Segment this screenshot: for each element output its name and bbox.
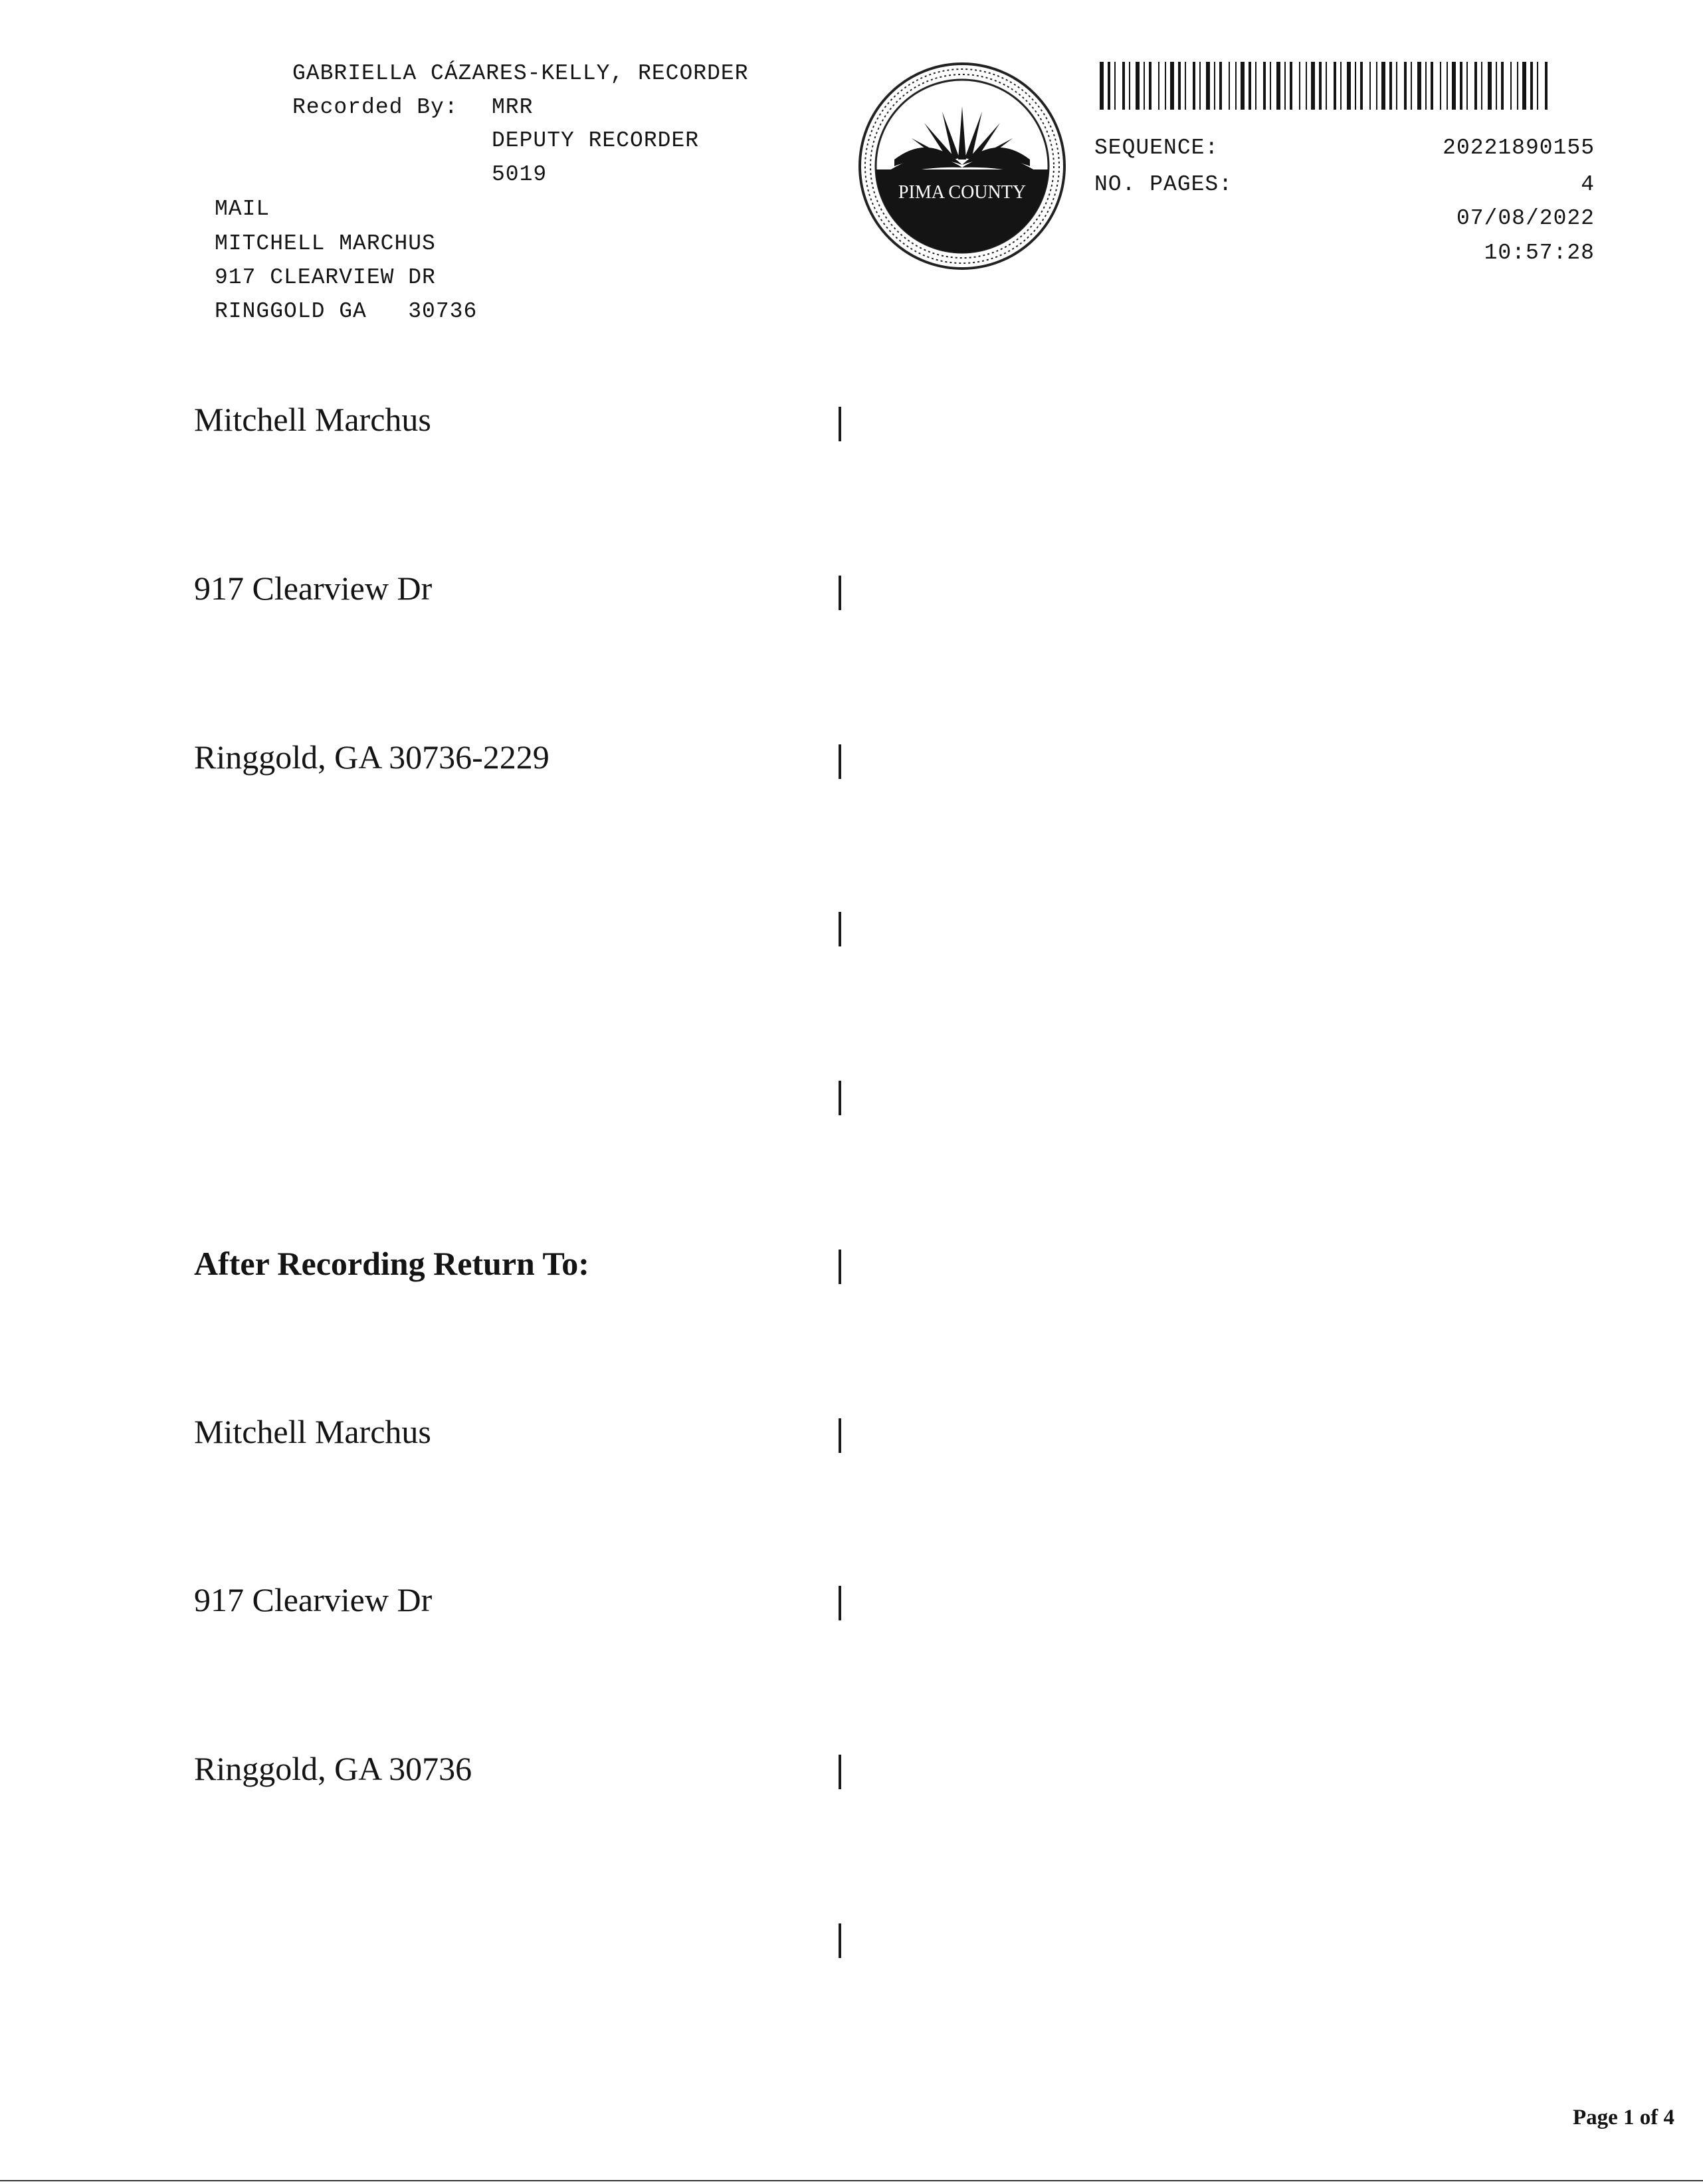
separator-mark [839,744,841,779]
separator-mark [839,1081,841,1115]
mail-city: RINGGOLD GA 30736 [215,299,478,324]
deputy-id: 5019 [492,162,548,187]
sender-street: 917 Clearview Dr [194,570,433,607]
recorded-by-label: Recorded By: [292,95,458,120]
seal-label: PIMA COUNTY [898,182,1027,203]
separator-mark [839,1586,841,1620]
separator-mark [839,1418,841,1453]
separator-mark [839,1250,841,1284]
return-street: 917 Clearview Dr [194,1581,433,1618]
pages-label: NO. PAGES: [1094,172,1233,197]
recorded-by-value: MRR [492,95,534,120]
sequence-value: 20221890155 [1443,136,1595,160]
recorder-name: GABRIELLA CÁZARES-KELLY, RECORDER [292,61,749,86]
sender-city: Ringgold, GA 30736-2229 [194,738,550,776]
return-heading: After Recording Return To: [194,1245,589,1282]
return-city: Ringgold, GA 30736 [194,1750,472,1787]
page-number: Page 1 of 4 [1572,2106,1674,2129]
separator-mark [839,912,841,946]
separator-mark [839,1755,841,1789]
barcode-icon [1100,62,1552,113]
sender-name: Mitchell Marchus [194,401,431,438]
pages-value: 4 [1581,172,1595,197]
pima-county-seal-icon [856,60,1068,276]
footer-rule [0,2180,1703,2181]
recording-time: 10:57:28 [1484,241,1595,265]
separator-mark [839,576,841,610]
separator-mark [839,1923,841,1958]
mail-street: 917 CLEARVIEW DR [215,265,436,290]
sequence-label: SEQUENCE: [1094,136,1219,160]
deputy-recorder: DEPUTY RECORDER [492,128,700,153]
mail-name: MITCHELL MARCHUS [215,231,436,256]
recording-date: 07/08/2022 [1456,206,1595,231]
separator-mark [839,407,841,441]
return-name: Mitchell Marchus [194,1413,431,1450]
mail-label: MAIL [215,197,270,221]
